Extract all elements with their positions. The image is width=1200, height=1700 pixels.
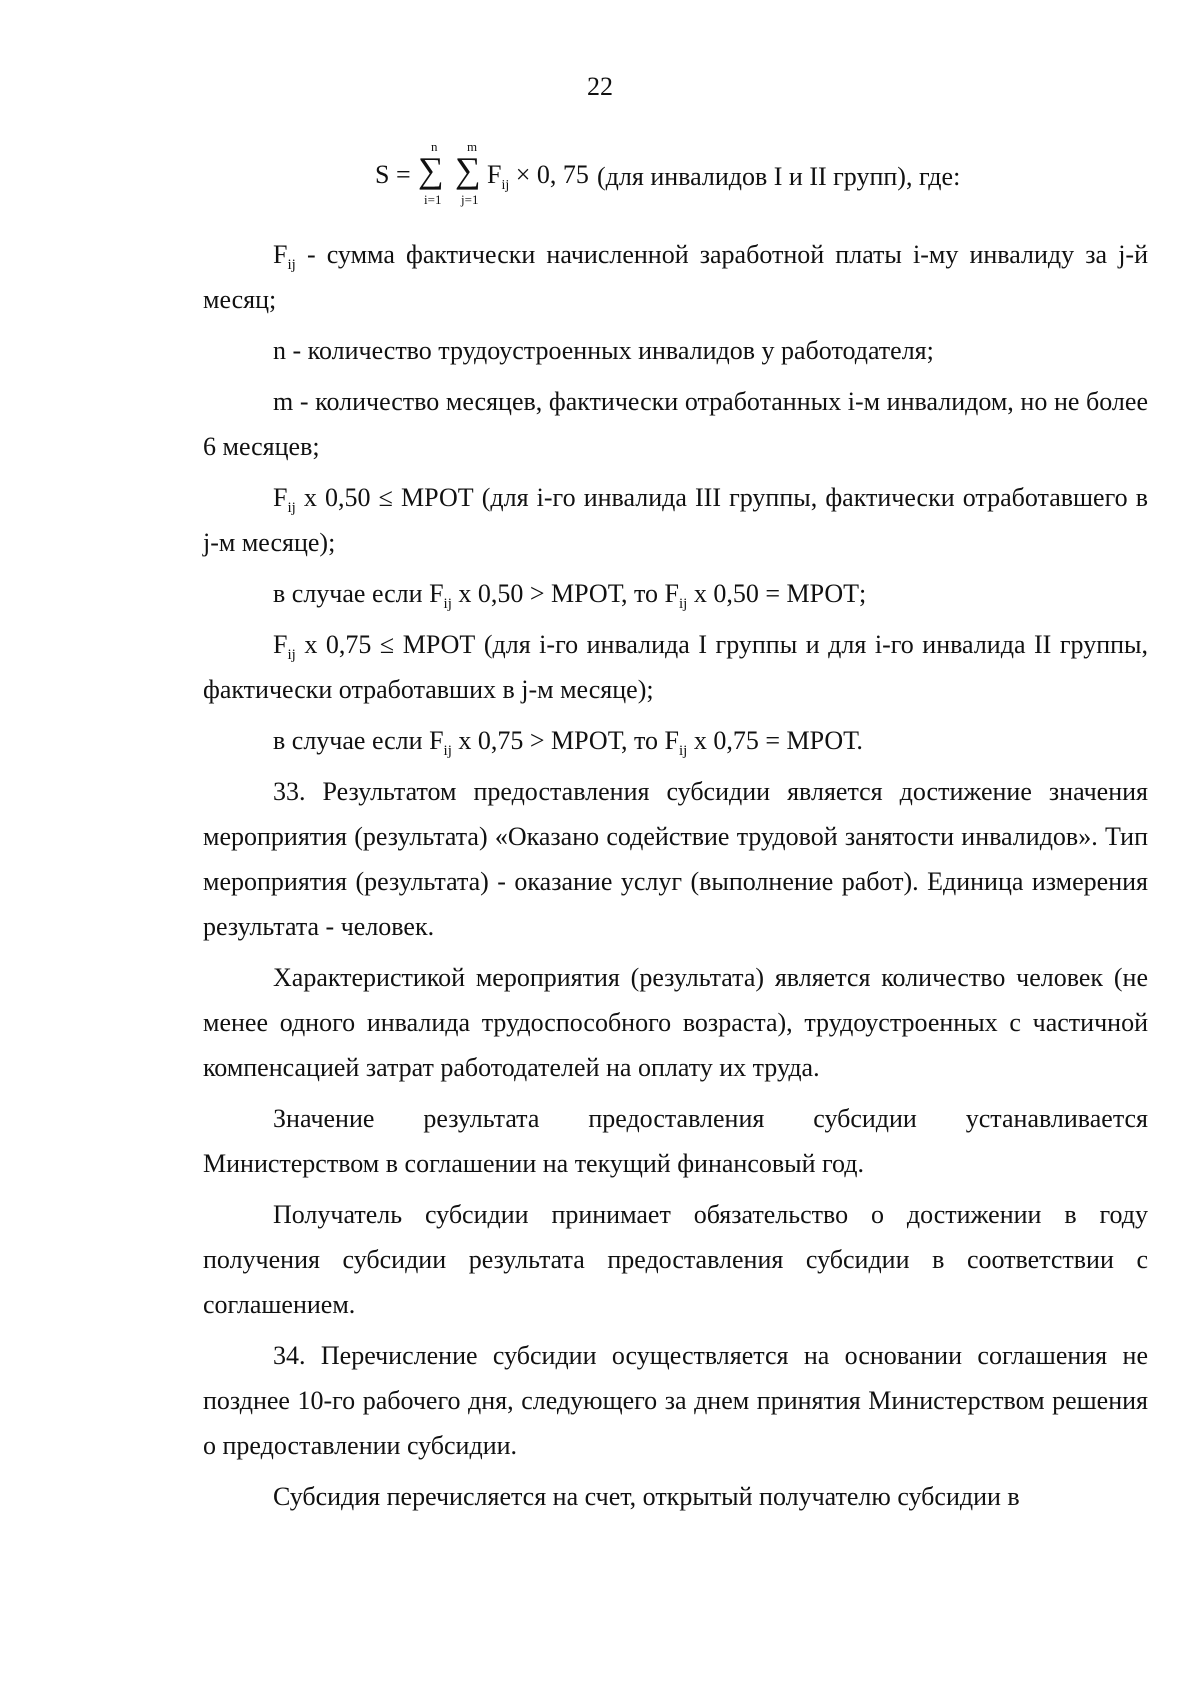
paragraph-text: х 0,50 ≤ МРОТ (для i-го инвалида III группы, фактически отработавшего в j-м месяце);: [203, 483, 1148, 557]
outer-sum-sign: ∑: [418, 150, 444, 190]
paragraph-fij-definition: [203, 232, 1148, 322]
formula-tail: (для инвалидов I и II групп), где:: [597, 162, 961, 191]
formula-term-var: F: [487, 160, 502, 189]
var-sub: ij: [443, 596, 452, 613]
paragraph-group12-condition: [203, 622, 1148, 712]
var-sub: ij: [287, 500, 296, 517]
paragraph-account-transfer: Субсидия перечисляется на счет, открытый получателю субсидии в: [273, 1482, 1020, 1511]
outer-sum-upper-limit: n: [431, 139, 438, 154]
paragraph-group12-cap: [203, 718, 1148, 763]
outer-sum-lower-limit: i=1: [424, 192, 442, 207]
var-sub: ij: [443, 743, 452, 760]
formula-term-sub: ij: [501, 178, 510, 194]
text-part: х 0,75 > МРОТ, то F: [451, 726, 679, 755]
text-part: х 0,75 = МРОТ.: [687, 726, 863, 755]
var-sub: ij: [678, 596, 688, 613]
inner-sum-sign: ∑: [455, 150, 481, 190]
paragraph-result-characteristic: Характеристикой мероприятия (результата) является количество человек (не менее одного инвалида трудоспособного возраста), трудоустроенных с частичной компенсацией затрат работодателей на оплату их труда.: [203, 963, 1148, 1082]
text-part: в случае если F: [273, 726, 444, 755]
var-f: F: [273, 630, 288, 659]
formula-term-mult: × 0, 75: [515, 160, 589, 189]
paragraph-text: х 0,75 ≤ МРОТ (для i-го инвалида I группы и для i-го инвалида II группы, фактически отработавших в j-м месяце);: [203, 630, 1148, 704]
var-f: F: [273, 240, 288, 269]
paragraph-text: - сумма фактически начисленной заработной платы i-му инвалиду за j-й месяц;: [203, 240, 1148, 314]
page-number: 22: [587, 72, 613, 101]
paragraph-result-value: Значение результата предоставления субсидии устанавливается Министерством в соглашении на текущий финансовый год.: [203, 1104, 1148, 1178]
formula-term: [487, 160, 589, 194]
var-sub: ij: [287, 257, 296, 274]
paragraph-item-33: 33. Результатом предоставления субсидии является достижение значения мероприятия (результата) «Оказано содействие трудовой занятости инвалидов». Тип мероприятия (результата) - оказание услуг (выполнение работ). Единица измерения результата - человек.: [203, 777, 1148, 941]
text-part: х 0,50 > МРОТ, то F: [451, 579, 679, 608]
paragraph-n-definition: n - количество трудоустроенных инвалидов у работодателя;: [273, 336, 934, 365]
formula-lhs: S =: [375, 160, 411, 189]
paragraph-item-34: 34. Перечисление субсидии осуществляется на основании соглашения не позднее 10-го рабочего дня, следующего за днем принятия Министерством решения о предоставлении субсидии.: [203, 1341, 1148, 1460]
inner-sum-lower-limit: j=1: [461, 192, 479, 207]
var-f: F: [273, 483, 288, 512]
var-sub: ij: [287, 647, 296, 664]
paragraph-group3-condition: [203, 475, 1148, 565]
inner-sum-upper-limit: m: [467, 139, 478, 154]
document-body: [203, 232, 1148, 1519]
paragraph-m-definition: m - количество месяцев, фактически отработанных i-м инвалидом, но не более 6 месяцев;: [203, 387, 1148, 461]
var-sub: ij: [678, 743, 688, 760]
paragraph-group3-cap: [203, 571, 1148, 616]
paragraph-recipient-obligation: Получатель субсидии принимает обязательство о достижении в году получения субсидии результата предоставления субсидии в соответствии с соглашением.: [203, 1200, 1148, 1319]
text-part: х 0,50 = МРОТ;: [687, 579, 867, 608]
text-part: в случае если F: [273, 579, 444, 608]
